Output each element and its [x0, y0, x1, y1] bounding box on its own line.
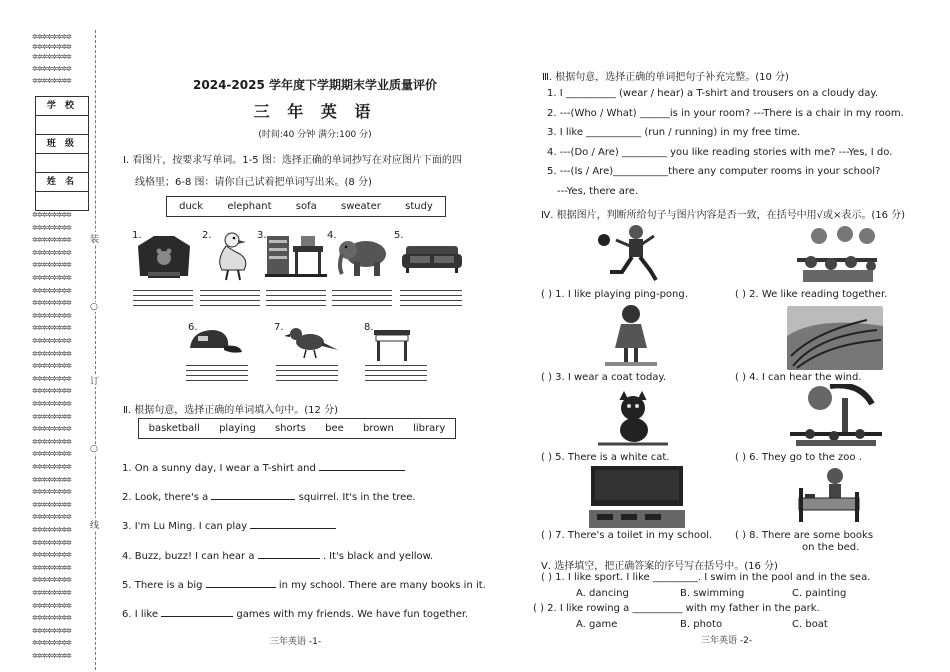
- answer-blank[interactable]: [211, 499, 295, 500]
- sentence-text: games with my friends. We have fun together.: [236, 609, 469, 620]
- section1-instruction-2: 线格里；6-8 图：请你自己试着把单词写出来。(8 分): [135, 177, 372, 188]
- section4-item-5[interactable]: ( ) 5. There is a white cat.: [541, 452, 670, 463]
- margin-decoration: ✲✲✲✲✲✲✲✲: [32, 400, 71, 408]
- sentence-text: 4. Buzz, buzz! I can hear a: [122, 551, 255, 562]
- word-bank-item: elephant: [227, 201, 272, 212]
- word-bank-item: duck: [179, 201, 204, 212]
- sentence-text: 3. I'm Lu Ming. I can play: [122, 521, 248, 532]
- ping-pong-boy-picture: [596, 222, 670, 284]
- section4-item-8[interactable]: ( ) 8. There are some books: [735, 530, 874, 541]
- section4-item-6[interactable]: ( ) 6. They go to the zoo .: [735, 452, 862, 463]
- margin-decoration: ✲✲✲✲✲✲✲✲: [32, 77, 71, 85]
- section4-item-2[interactable]: ( ) 2. We like reading together.: [735, 289, 888, 300]
- cut-mark: 装: [90, 232, 99, 245]
- margin-decoration: ✲✲✲✲✲✲✲✲: [32, 652, 71, 660]
- study-picture: [265, 232, 327, 278]
- section3-instruction: Ⅲ. 根据句意，选择正确的单词把句子补充完整。(10 分): [542, 72, 789, 83]
- word-bank-item: bee: [325, 423, 344, 434]
- exam-title: 2024-2025 学年度下学期期末学业质量评价: [193, 78, 437, 92]
- black-cat-picture: [598, 390, 668, 448]
- section2-sentence-4: [122, 551, 433, 562]
- margin-decoration: ✲✲✲✲✲✲✲✲: [32, 287, 71, 295]
- sentence-text: squirrel. It's in the tree.: [298, 492, 416, 503]
- section4-item-7[interactable]: ( ) 7. There's a toilet in my school.: [541, 530, 713, 541]
- elephant-picture: [336, 234, 394, 278]
- zoo-picture: [790, 384, 882, 448]
- section5-question-1[interactable]: ( ) 1. I like sport. I like _________. I swim in the pool and in the sea.: [541, 572, 871, 583]
- margin-decoration: ✲✲✲✲✲✲✲✲: [32, 513, 71, 521]
- word-bank-item: shorts: [274, 423, 306, 434]
- margin-decoration: ✲✲✲✲✲✲✲✲: [32, 274, 71, 282]
- cut-mark: 线: [90, 518, 99, 531]
- item-number: 5.: [394, 230, 404, 241]
- option-c[interactable]: C. boat: [792, 619, 828, 630]
- word-bank-item: library: [413, 423, 446, 434]
- sentence-text: . It's black and yellow.: [322, 551, 434, 562]
- section2-instruction: Ⅱ. 根据句意，选择正确的单词填入句中。(12 分): [123, 405, 338, 416]
- class-label: 班 级: [36, 135, 88, 154]
- margin-decoration: ✲✲✲✲✲✲✲✲: [32, 450, 71, 458]
- item-number: 1.: [132, 230, 142, 241]
- bed-books-picture: [795, 464, 863, 528]
- margin-decoration: ✲✲✲✲✲✲✲✲: [32, 249, 71, 257]
- margin-decoration: ✲✲✲✲✲✲✲✲: [32, 224, 71, 232]
- word-bank-item: sweater: [341, 201, 381, 212]
- school-label: 学 校: [36, 97, 88, 116]
- margin-decoration: ✲✲✲✲✲✲✲✲: [32, 639, 71, 647]
- margin-decoration: ✲✲✲✲✲✲✲✲: [32, 425, 71, 433]
- school-field[interactable]: [36, 116, 88, 135]
- item-number: 6.: [188, 322, 198, 333]
- children-reading-picture: [793, 222, 883, 286]
- margin-decoration: ✲✲✲✲✲✲✲✲: [32, 501, 71, 509]
- cut-mark: ○: [90, 302, 98, 312]
- margin-decoration: ✲✲✲✲✲✲✲✲: [32, 627, 71, 635]
- sentence-text: 6. I like: [122, 609, 158, 620]
- writing-lines[interactable]: [365, 365, 427, 385]
- item-number: 3.: [257, 230, 267, 241]
- section2-sentence-3: [122, 521, 336, 532]
- sentence-text: 5. There is a big: [122, 580, 203, 591]
- option-a[interactable]: A. game: [576, 619, 618, 630]
- margin-decoration: ✲✲✲✲✲✲✲✲: [32, 463, 71, 471]
- binding-line: [95, 30, 96, 670]
- margin-decoration: ✲✲✲✲✲✲✲✲: [32, 299, 71, 307]
- margin-decoration: ✲✲✲✲✲✲✲✲: [32, 375, 71, 383]
- writing-lines[interactable]: [186, 365, 248, 385]
- section2-sentence-6: [122, 609, 468, 620]
- margin-decoration: ✲✲✲✲✲✲✲✲: [32, 488, 71, 496]
- section1-instruction: Ⅰ. 看图片，按要求写单词。1-5 图：选择正确的单词抄写在对应图片下面的四: [123, 155, 462, 166]
- option-b[interactable]: B. photo: [680, 619, 723, 630]
- section3-item[interactable]: 2. ---(Who / What) ______is in your room? ---There is a chair in my room.: [547, 108, 904, 119]
- answer-blank[interactable]: [250, 528, 336, 529]
- margin-decoration: ✲✲✲✲✲✲✲✲: [32, 539, 71, 547]
- section2-sentence-2: [122, 492, 416, 503]
- margin-decoration: ✲✲✲✲✲✲✲✲: [32, 589, 71, 597]
- margin-decoration: ✲✲✲✲✲✲✲✲: [32, 324, 71, 332]
- item-number: 4.: [327, 230, 337, 241]
- sentence-text: 2. Look, there's a: [122, 492, 209, 503]
- section3-item[interactable]: 1. I __________ (wear / hear) a T-shirt and trousers on a cloudy day.: [547, 88, 879, 99]
- section4-item-3[interactable]: ( ) 3. I wear a coat today.: [541, 372, 667, 383]
- word-bank-item: brown: [363, 423, 394, 434]
- margin-decoration: ✲✲✲✲✲✲✲✲: [32, 261, 71, 269]
- margin-decoration: ✲✲✲✲✲✲✲✲: [32, 526, 71, 534]
- section3-item[interactable]: 5. ---(Is / Are)___________there any computer rooms in your school?: [547, 166, 881, 177]
- section3-item[interactable]: 3. I like ___________ (run / running) in my free time.: [547, 127, 801, 138]
- writing-lines[interactable]: [276, 365, 338, 385]
- item-number: 7.: [274, 322, 284, 333]
- section2-sentence-1: [122, 463, 405, 474]
- answer-blank[interactable]: [258, 558, 320, 559]
- margin-decoration: ✲✲✲✲✲✲✲✲: [32, 350, 71, 358]
- duck-picture: [212, 230, 252, 282]
- margin-decoration: ✲✲✲✲✲✲✲✲: [32, 65, 71, 73]
- option-b[interactable]: B. swimming: [680, 588, 745, 599]
- margin-decoration: ✲✲✲✲✲✲✲✲: [32, 337, 71, 345]
- margin-decoration: ✲✲✲✲✲✲✲✲: [32, 53, 71, 61]
- student-info-box: [35, 96, 89, 211]
- option-a[interactable]: A. dancing: [576, 588, 629, 599]
- word-bank-item: study: [405, 201, 433, 212]
- class-field[interactable]: [36, 154, 88, 173]
- writing-lines[interactable]: [332, 290, 392, 310]
- section4-item-1[interactable]: ( ) 1. I like playing ping-pong.: [541, 289, 688, 300]
- girl-coat-picture: [605, 302, 657, 368]
- margin-decoration: ✲✲✲✲✲✲✲✲: [32, 564, 71, 572]
- section2-sentence-5: [122, 580, 486, 591]
- answer-blank[interactable]: [161, 616, 233, 617]
- bird-picture: [284, 322, 338, 360]
- margin-decoration: ✲✲✲✲✲✲✲✲: [32, 43, 71, 51]
- cut-mark: 订: [90, 374, 99, 387]
- word-bank-item: basketball: [148, 423, 200, 434]
- section5-instruction: Ⅴ. 选择填空，把正确答案的序号写在括号中。(16 分): [541, 561, 778, 572]
- cut-mark: ○: [90, 444, 98, 454]
- writing-lines[interactable]: [266, 290, 326, 310]
- name-field[interactable]: [36, 192, 88, 210]
- exam-subject: 三 年 英 语: [253, 102, 377, 121]
- answer-blank[interactable]: [206, 587, 276, 588]
- writing-lines[interactable]: [200, 290, 260, 310]
- margin-decoration: ✲✲✲✲✲✲✲✲: [32, 551, 71, 559]
- word-bank-item: playing: [219, 423, 256, 434]
- margin-decoration: ✲✲✲✲✲✲✲✲: [32, 33, 71, 41]
- section4-item-8-cont: on the bed.: [802, 542, 860, 553]
- margin-decoration: ✲✲✲✲✲✲✲✲: [32, 602, 71, 610]
- page-footer-left: 三年英语 -1-: [270, 637, 322, 647]
- item-number: 2.: [202, 230, 212, 241]
- margin-decoration: ✲✲✲✲✲✲✲✲: [32, 476, 71, 484]
- section4-item-4[interactable]: ( ) 4. I can hear the wind.: [735, 372, 862, 383]
- margin-decoration: ✲✲✲✲✲✲✲✲: [32, 438, 71, 446]
- option-c[interactable]: C. painting: [792, 588, 847, 599]
- sofa-picture: [402, 242, 462, 274]
- margin-decoration: ✲✲✲✲✲✲✲✲: [32, 387, 71, 395]
- margin-decoration: ✲✲✲✲✲✲✲✲: [32, 312, 71, 320]
- section5-question-2[interactable]: ( ) 2. I like rowing a __________ with my father in the park.: [533, 603, 820, 614]
- wind-grass-picture: [787, 306, 883, 370]
- margin-decoration: ✲✲✲✲✲✲✲✲: [32, 236, 71, 244]
- section2-word-bank: [138, 418, 456, 439]
- sentence-text: 1. On a sunny day, I wear a T-shirt and: [122, 463, 316, 474]
- sentence-text: in my school. There are many books in it.: [278, 580, 486, 591]
- margin-decoration: ✲✲✲✲✲✲✲✲: [32, 413, 71, 421]
- margin-decoration: ✲✲✲✲✲✲✲✲: [32, 614, 71, 622]
- section3-item: ---Yes, there are.: [557, 186, 639, 197]
- item-number: 8.: [364, 322, 374, 333]
- section4-instruction: Ⅳ. 根据图片，判断所给句子与图片内容是否一致，在括号中用√或×表示。(16 分): [541, 210, 906, 221]
- writing-lines[interactable]: [400, 290, 462, 310]
- margin-decoration: ✲✲✲✲✲✲✲✲: [32, 576, 71, 584]
- writing-lines[interactable]: [133, 290, 193, 310]
- classroom-picture: [587, 464, 687, 530]
- cap-picture: [184, 326, 244, 358]
- margin-decoration: ✲✲✲✲✲✲✲✲: [32, 211, 71, 219]
- section1-word-bank: [166, 196, 446, 217]
- word-bank-item: sofa: [295, 201, 317, 212]
- answer-blank[interactable]: [319, 470, 405, 471]
- sweater-picture: [136, 232, 192, 280]
- exam-meta: (时间:40 分钟 满分:100 分): [258, 130, 372, 140]
- name-label: 姓 名: [36, 173, 88, 192]
- page-footer-right: 三年英语 -2-: [701, 636, 753, 646]
- margin-decoration: ✲✲✲✲✲✲✲✲: [32, 362, 71, 370]
- section3-item[interactable]: 4. ---(Do / Are) _________ you like reading stories with me? ---Yes, I do.: [547, 147, 893, 158]
- desk-picture: [372, 326, 412, 362]
